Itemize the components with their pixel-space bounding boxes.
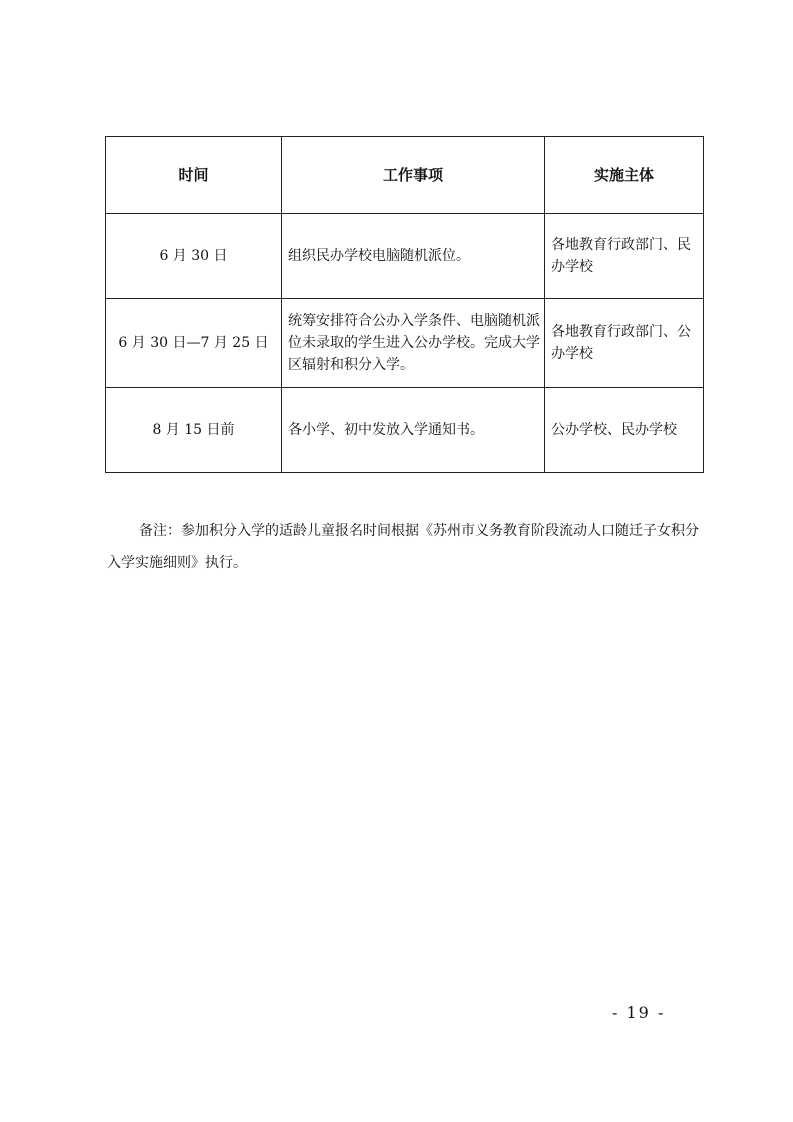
page-number: - 19 - — [612, 1003, 666, 1022]
table-row — [106, 388, 704, 473]
table-row — [106, 299, 704, 388]
table-row — [106, 214, 704, 299]
cell-time: 8 月 15 日前 — [106, 388, 282, 473]
header-task: 工作事项 — [282, 137, 545, 214]
cell-task: 组织民办学校电脑随机派位。 — [282, 214, 545, 299]
cell-task: 各小学、初中发放入学通知书。 — [282, 388, 545, 473]
cell-time: 6 月 30 日 — [106, 214, 282, 299]
cell-time: 6 月 30 日—7 月 25 日 — [106, 299, 282, 388]
schedule-table — [105, 136, 704, 473]
cell-org: 公办学校、民办学校 — [545, 388, 704, 473]
cell-task: 统筹安排符合公办入学条件、电脑随机派位未录取的学生进入公办学校。完成大学区辐射和积分入学。 — [282, 299, 545, 388]
header-time: 时间 — [106, 137, 282, 214]
table-header-row — [106, 137, 704, 214]
cell-org: 各地教育行政部门、公办学校 — [545, 299, 704, 388]
header-org: 实施主体 — [545, 137, 704, 214]
cell-org: 各地教育行政部门、民办学校 — [545, 214, 704, 299]
note-paragraph: 备注：参加积分入学的适龄儿童报名时间根据《苏州市义务教育阶段流动人口随迁子女积分入学实施细则》执行。 — [107, 523, 699, 571]
